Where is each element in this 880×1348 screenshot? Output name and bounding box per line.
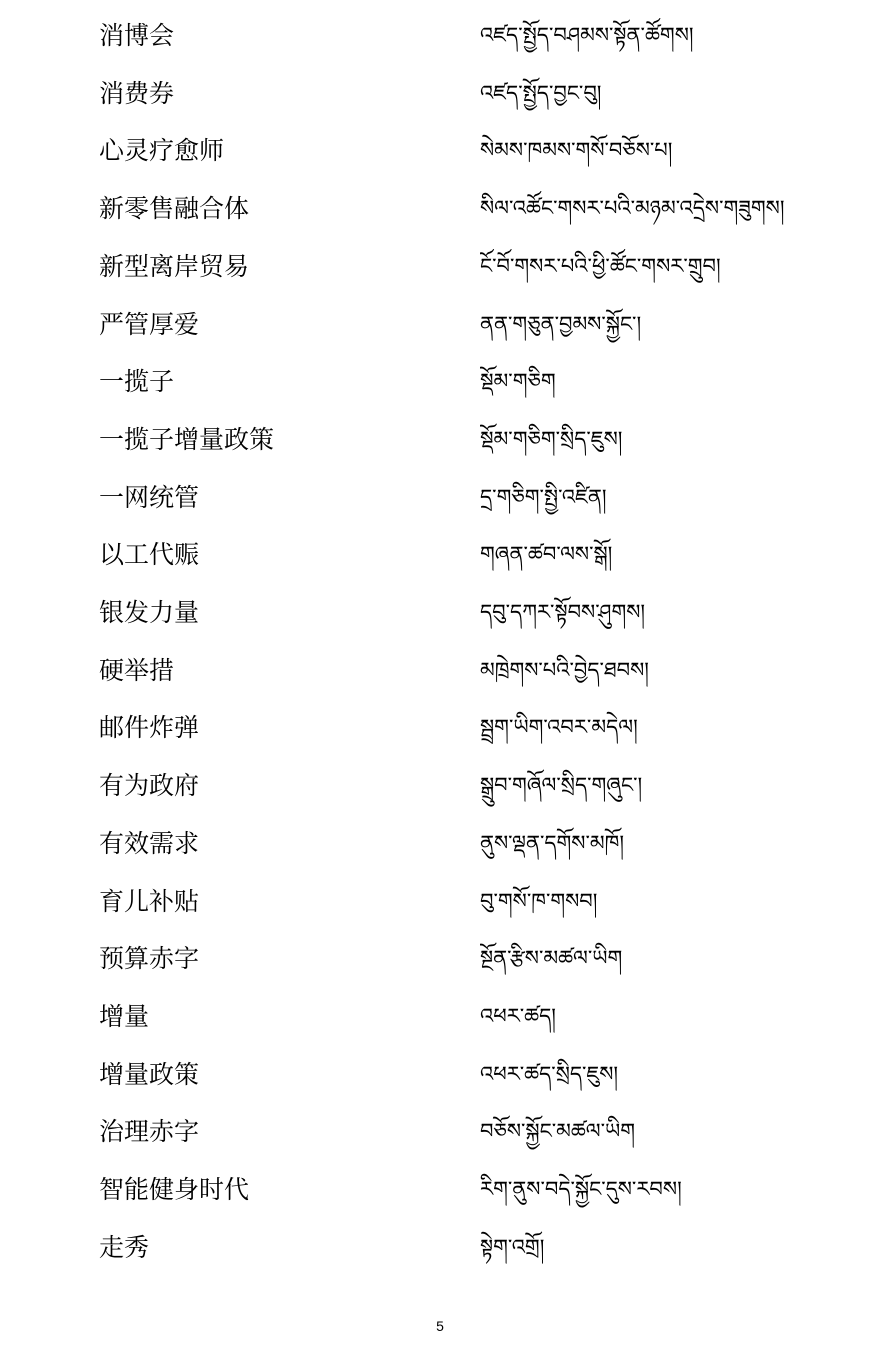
chinese-term: 一网统管 (99, 482, 200, 512)
tibetan-term: བཅོས་སྐྱོང་མཚལ་ཡིག (480, 1119, 636, 1144)
glossary-row (0, 422, 880, 480)
glossary-row (0, 710, 880, 768)
glossary-row (0, 653, 880, 711)
chinese-term: 以工代赈 (99, 540, 200, 570)
chinese-term: 治理赤字 (99, 1117, 200, 1147)
glossary-row (0, 76, 880, 134)
tibetan-term: མཁྲེགས་པའི་བྱེད་ཐབས། (480, 657, 649, 682)
glossary-row (0, 307, 880, 365)
chinese-term: 硬举措 (99, 655, 175, 685)
glossary-row (0, 768, 880, 826)
chinese-term: 有效需求 (99, 828, 200, 858)
tibetan-term: སྔོན་རྩིས་མཚལ་ཡིག (480, 946, 623, 971)
chinese-term: 智能健身时代 (99, 1175, 250, 1204)
tibetan-term: སིལ་འཚོང་གསར་པའི་མཉམ་འདྲེས་གཟུགས། (480, 196, 785, 221)
tibetan-term: སེམས་ཁམས་གསོ་བཅོས་པ། (480, 138, 673, 163)
glossary-row (0, 1172, 880, 1230)
tibetan-term: འཛད་སྤྱོད་བཤམས་སྟོན་ཚོགས། (480, 23, 694, 47)
tibetan-term: སྒྲུབ་གཞོལ་སྲིད་གཞུང་། (480, 773, 643, 798)
chinese-term: 走秀 (99, 1232, 150, 1262)
glossary-row (0, 999, 880, 1057)
tibetan-term: སྦྲག་ཡིག་འབར་མདེལ། (480, 715, 638, 740)
tibetan-term: བུ་གསོ་ཁ་གསབ། (480, 888, 598, 913)
glossary-row (0, 884, 880, 942)
tibetan-term: དྲ་གཅིག་སྤྱི་འཛིན། (480, 484, 607, 509)
glossary-row (0, 249, 880, 307)
chinese-term: 预算赤字 (99, 944, 200, 974)
glossary-row (0, 595, 880, 653)
chinese-term: 一揽子 (99, 367, 175, 397)
glossary-row (0, 480, 880, 538)
chinese-term: 消费券 (99, 78, 175, 108)
tibetan-term: ངོ་བོ་གསར་པའི་ཕྱི་ཚོང་གསར་གྲུབ། (480, 253, 721, 278)
tibetan-term: ནུས་ལྡན་དགོས་མཁོ། (480, 830, 624, 855)
chinese-term: 银发力量 (99, 598, 200, 627)
glossary-row (0, 1114, 880, 1172)
chinese-term: 邮件炸弹 (99, 713, 200, 743)
tibetan-term: དབུ་དཀར་སྟོབས་ཤུགས། (480, 600, 646, 624)
page-number: 5 (436, 1318, 444, 1334)
chinese-term: 新型离岸贸易 (99, 251, 250, 281)
chinese-term: 增量政策 (99, 1059, 200, 1089)
glossary-row (0, 1057, 880, 1115)
chinese-term: 严管厚爱 (99, 309, 200, 339)
tibetan-term: སྡོམ་གཅིག (480, 369, 556, 394)
tibetan-term: སྡོམ་གཅིག་སྲིད་ཇུས། (480, 426, 623, 451)
glossary-row (0, 191, 880, 249)
tibetan-term: ནན་གཅུན་བྱམས་སྐྱོང་། (480, 311, 642, 336)
chinese-term: 新零售融合体 (99, 194, 250, 224)
tibetan-term: འཛད་སྤྱོད་བྱང་བུ། (480, 80, 602, 105)
tibetan-term: འཕར་ཚད་སྲིད་ཇུས། (480, 1061, 619, 1086)
tibetan-term: རིག་ནུས་བདེ་སྐྱོང་དུས་རབས། (480, 1177, 682, 1201)
chinese-term: 一揽子增量政策 (99, 424, 275, 454)
glossary-row (0, 537, 880, 595)
glossary-row (0, 941, 880, 999)
glossary-row (0, 133, 880, 191)
chinese-term: 心灵疗愈师 (99, 136, 225, 166)
glossary-row (0, 18, 880, 76)
tibetan-term: གཞན་ཚབ་ལས་སྒོ། (480, 542, 613, 567)
tibetan-term: སྟེག་འགྲོ། (480, 1234, 545, 1259)
chinese-term: 消博会 (99, 21, 175, 50)
chinese-term: 育儿补贴 (99, 886, 200, 916)
glossary-row (0, 826, 880, 884)
chinese-term: 增量 (99, 1001, 150, 1031)
tibetan-term: འཕར་ཚད། (480, 1003, 556, 1028)
chinese-term: 有为政府 (99, 771, 200, 801)
glossary-row (0, 1230, 880, 1288)
glossary-row (0, 364, 880, 422)
